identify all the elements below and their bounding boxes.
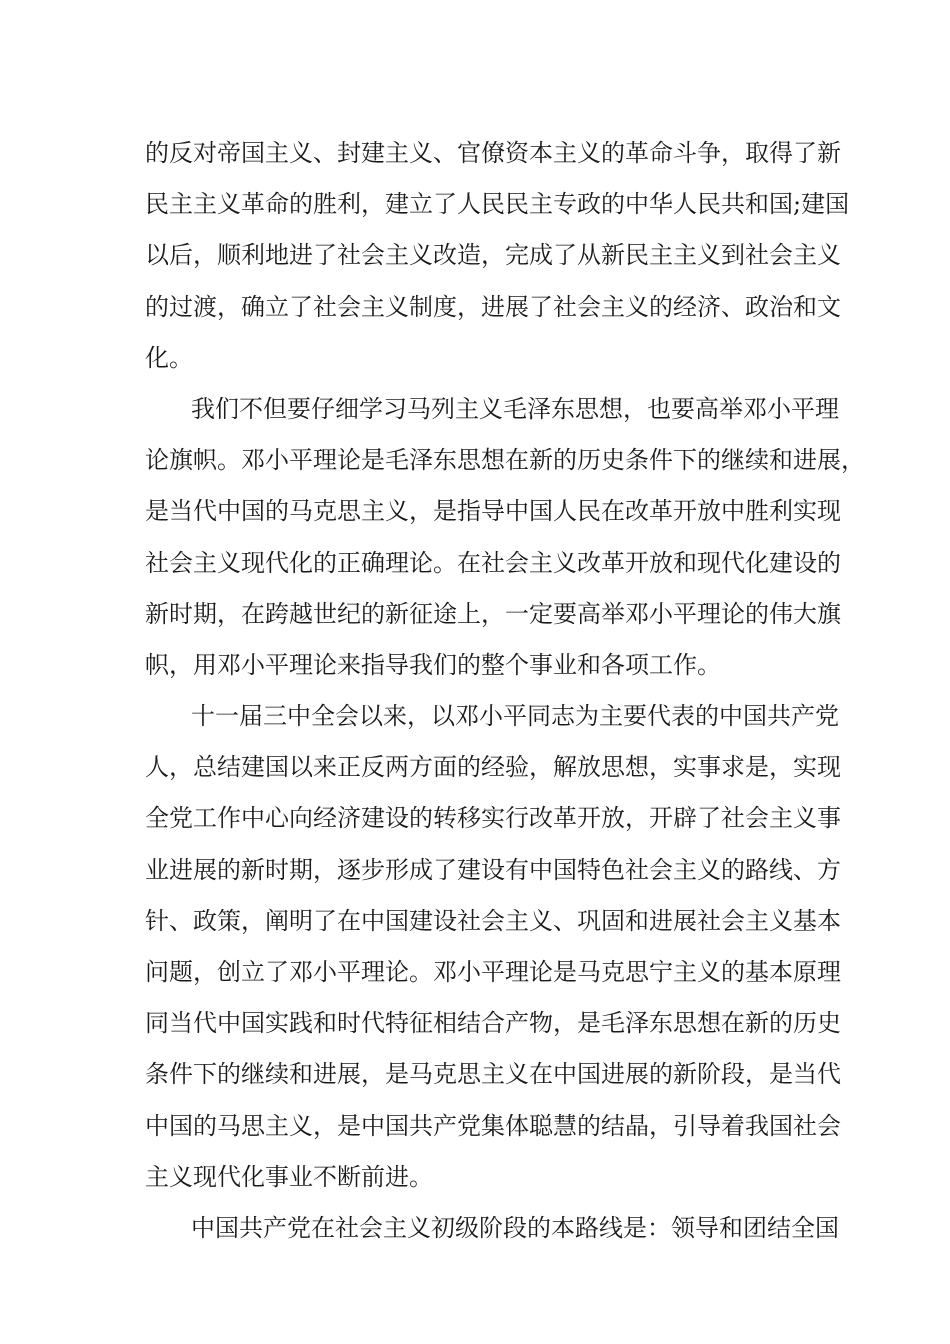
- text-line: 以后，顺利地进了社会主义改造，完成了从新民主主义到社会主义: [145, 241, 841, 270]
- text-line: 帜，用邓小平理论来指导我们的整个事业和各项工作。: [145, 650, 721, 679]
- text-line: 论旗帜。邓小平理论是毛泽东思想在新的历史条件下的继续和进展，: [145, 446, 865, 475]
- text-line: 全党工作中心向经济建设的转移实行改革开放，开辟了社会主义事: [145, 804, 841, 833]
- text-line: 问题，创立了邓小平理论。邓小平理论是马克思宁主义的基本原理: [145, 958, 841, 986]
- text-line: 的反对帝国主义、封建主义、官僚资本主义的革命斗争，取得了新: [145, 139, 841, 167]
- text-line: 条件下的继续和进展，是马克思主义在中国进展的新阶段，是当代: [145, 1060, 841, 1089]
- text-line: 十一届三中全会以来，以邓小平同志为主要代表的中国共产党: [191, 702, 839, 731]
- text-line: 人，总结建国以来正反两方面的经验，解放思想，实事求是，实现: [145, 753, 841, 782]
- text-line: 中国共产党在社会主义初级阶段的本路线是：领导和团结全国: [191, 1213, 839, 1242]
- text-line: 主义现代化事业不断前进。: [145, 1162, 433, 1191]
- text-line: 中国的马思主义，是中国共产党集体聪慧的结晶，引导着我国社会: [145, 1111, 841, 1140]
- text-line: 化。: [145, 343, 193, 372]
- text-line: 新时期，在跨越世纪的新征途上，一定要高举邓小平理论的伟大旗: [145, 599, 841, 628]
- text-line: 业进展的新时期，逐步形成了建设有中国特色社会主义的路线、方: [145, 855, 841, 884]
- text-line: 是当代中国的马克思主义，是指导中国人民在改革开放中胜利实现: [145, 497, 841, 526]
- text-line: 同当代中国实践和时代特征相结合产物，是毛泽东思想在新的历史: [145, 1009, 841, 1038]
- text-line: 的过渡，确立了社会主义制度，进展了社会主义的经济、政治和文: [145, 292, 841, 321]
- body-text: [145, 128, 865, 1254]
- text-line: 民主主义革命的胜利，建立了人民民主专政的中华人民共和国;建国: [145, 190, 850, 219]
- text-line: 我们不但要仔细学习马列主义毛泽东思想，也要高举邓小平理: [191, 394, 839, 423]
- text-line: 社会主义现代化的正确理论。在社会主义改革开放和现代化建设的: [145, 548, 841, 577]
- text-line: 针、政策，阐明了在中国建设社会主义、巩固和进展社会主义基本: [145, 906, 841, 935]
